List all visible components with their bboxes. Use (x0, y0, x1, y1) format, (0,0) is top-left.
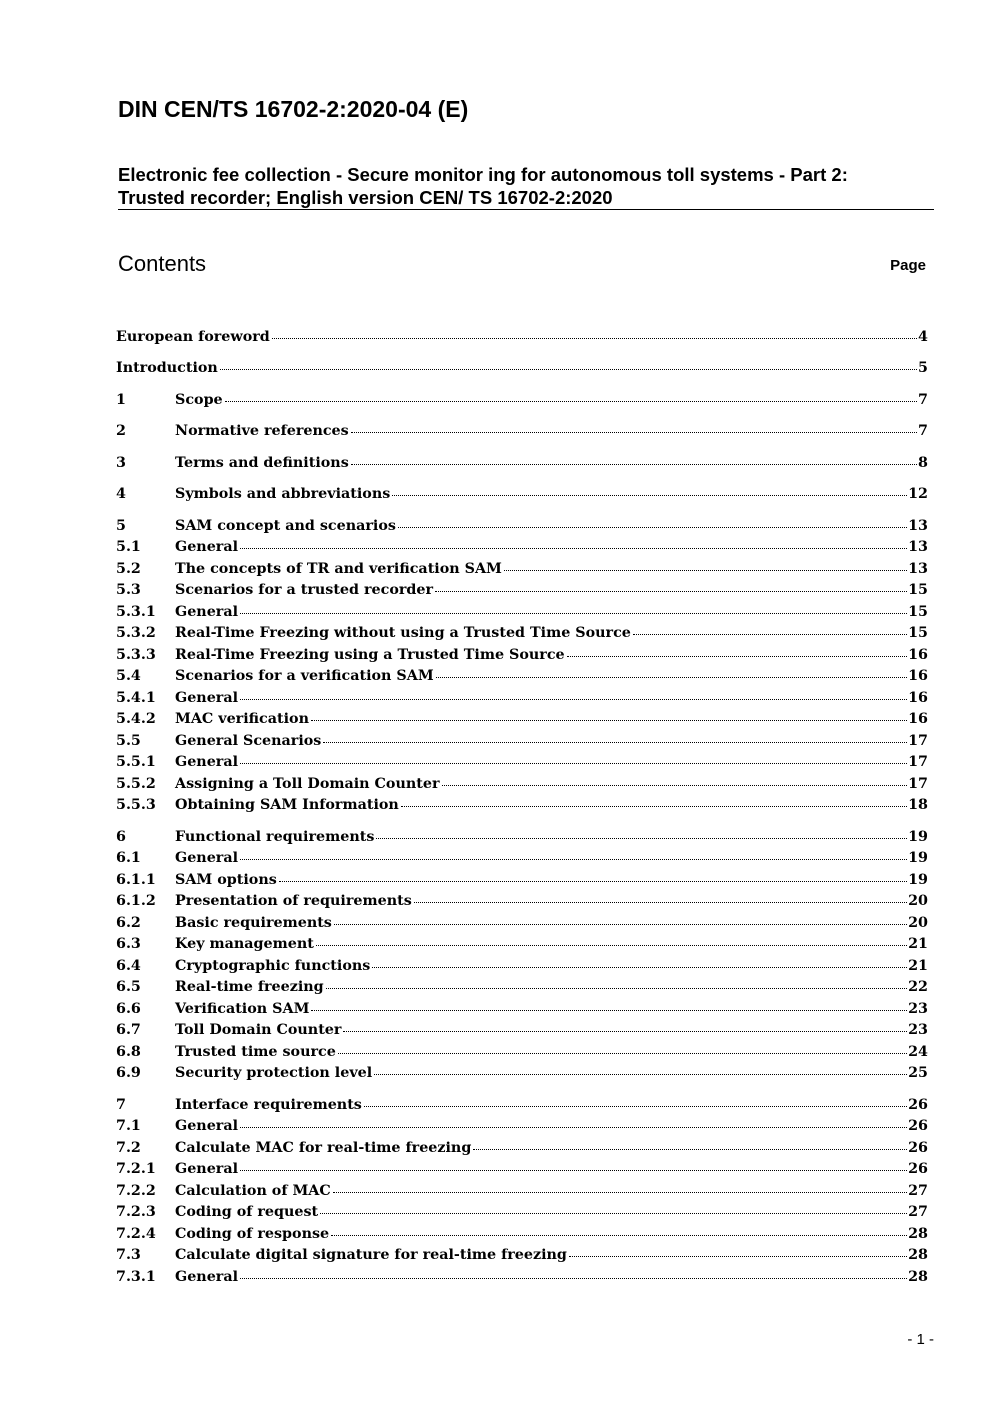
toc-entry-title: Key management (175, 936, 314, 952)
toc-dot-leader (442, 781, 908, 786)
toc-entry-page: 7 (918, 423, 928, 439)
page-column-heading: Page (890, 257, 926, 274)
toc-entry-title: Cryptographic functions (175, 958, 371, 974)
toc-entry-page: 16 (908, 668, 928, 684)
toc-entry-title: The concepts of TR and verification SAM (175, 561, 502, 577)
toc-entry-title: Interface requirements (175, 1097, 362, 1113)
toc-dot-leader (334, 920, 907, 925)
toc-dot-leader (504, 566, 907, 571)
toc-entry-title: Verification SAM (175, 1001, 310, 1017)
toc-entry[interactable] (116, 1116, 928, 1137)
toc-entry-title: Introduction (116, 360, 218, 376)
toc-dot-leader (220, 365, 917, 370)
toc-entry[interactable] (116, 999, 928, 1020)
toc-dot-leader (240, 759, 907, 764)
toc-entry-number: 7 (116, 1097, 126, 1113)
toc-entry-number: 6.2 (116, 915, 141, 931)
toc-entry-number: 5.3 (116, 582, 141, 598)
toc-dot-leader (320, 1209, 907, 1214)
toc-entry-title: Scenarios for a verification SAM (175, 668, 434, 684)
toc-entry-page: 26 (908, 1161, 928, 1177)
toc-entry-title: Trusted time source (175, 1044, 336, 1060)
toc-entry-title: Coding of response (175, 1226, 330, 1242)
toc-dot-leader (435, 587, 907, 592)
subtitle-line-2: Trusted recorder; English version CEN/ TS 16702-2:2020 (118, 187, 613, 208)
toc-entry-title: Scenarios for a trusted recorder (175, 582, 434, 598)
toc-entry-page: 15 (908, 625, 928, 641)
toc-entry-number: 7.2.1 (116, 1161, 156, 1177)
toc-dot-leader (326, 984, 907, 989)
toc-entry-page: 19 (908, 829, 928, 845)
toc-dot-leader (240, 1166, 907, 1171)
toc-dot-leader (333, 1188, 907, 1193)
toc-dot-leader (316, 941, 907, 946)
toc-entry-title: General (175, 690, 239, 706)
toc-dot-leader (372, 963, 907, 968)
toc-entry[interactable] (116, 559, 928, 580)
toc-entry[interactable] (116, 913, 928, 934)
toc-entry[interactable] (116, 623, 928, 644)
toc-entry[interactable] (116, 602, 928, 623)
toc-dot-leader (331, 1231, 907, 1236)
toc-entry[interactable] (116, 870, 928, 891)
toc-entry-number: 3 (116, 455, 126, 471)
toc-entry[interactable] (116, 752, 928, 773)
toc-entry[interactable] (116, 1020, 928, 1041)
toc-entry-title: Calculation of MAC (175, 1183, 331, 1199)
toc-entry-title: Obtaining SAM Information (175, 797, 399, 813)
toc-entry[interactable] (116, 848, 928, 869)
toc-dot-leader (240, 544, 907, 549)
contents-heading: Contents (118, 251, 207, 276)
toc-entry[interactable] (116, 1202, 928, 1223)
toc-entry-page: 23 (908, 1001, 928, 1017)
toc-entry-page: 28 (908, 1269, 928, 1285)
toc-entry-number: 4 (116, 486, 126, 502)
toc-entry[interactable] (116, 1267, 928, 1288)
toc-dot-leader (240, 609, 907, 614)
toc-entry[interactable] (116, 1181, 928, 1202)
toc-dot-leader (401, 802, 907, 807)
toc-entry[interactable] (116, 956, 928, 977)
toc-dot-leader (279, 877, 907, 882)
toc-entry-number: 7.2.2 (116, 1183, 156, 1199)
toc-entry-page: 16 (908, 690, 928, 706)
toc-entry-page: 27 (908, 1183, 928, 1199)
toc-entry[interactable] (116, 421, 928, 442)
toc-entry-number: 5.3.2 (116, 625, 156, 641)
toc-entry[interactable] (116, 453, 928, 474)
toc-entry-number: 5.3.1 (116, 604, 156, 620)
toc-entry-page: 28 (908, 1247, 928, 1263)
toc-entry-number: 5.5.2 (116, 776, 156, 792)
toc-entry-number: 6.3 (116, 936, 141, 952)
toc-entry[interactable] (116, 827, 928, 848)
toc-entry-page: 23 (908, 1022, 928, 1038)
toc-entry-title: European foreword (116, 329, 270, 345)
toc-entry-title: General Scenarios (175, 733, 322, 749)
toc-entry[interactable] (116, 795, 928, 816)
toc-entry-number: 6.9 (116, 1065, 141, 1081)
toc-entry-page: 24 (908, 1044, 928, 1060)
toc-entry[interactable] (116, 709, 928, 730)
toc-entry-number: 6 (116, 829, 126, 845)
toc-dot-leader (364, 1102, 907, 1107)
toc-entry[interactable] (116, 731, 928, 752)
toc-entry-title: Real-Time Freezing without using a Trusted Time Source (175, 625, 631, 641)
toc-entry-title: Calculate MAC for real-time freezing (175, 1140, 472, 1156)
toc-entry-page: 5 (918, 360, 928, 376)
toc-entry-number: 6.1.1 (116, 872, 156, 888)
toc-entry[interactable] (116, 358, 928, 379)
toc-entry-page: 26 (908, 1097, 928, 1113)
toc-dot-leader (311, 1006, 907, 1011)
toc-entry-number: 1 (116, 392, 126, 408)
toc-entry-title: General (175, 1118, 239, 1134)
toc-entry-page: 28 (908, 1226, 928, 1242)
toc-entry-title: General (175, 850, 239, 866)
toc-entry-number: 5.4 (116, 668, 141, 684)
toc-entry-title: General (175, 1161, 239, 1177)
toc-entry-page: 8 (918, 455, 928, 471)
toc-dot-leader (567, 652, 907, 657)
toc-entry-page: 13 (908, 518, 928, 534)
toc-dot-leader (323, 738, 907, 743)
toc-entry-title: Security protection level (175, 1065, 373, 1081)
toc-entry-title: Real-Time Freezing using a Trusted Time Source (175, 647, 565, 663)
toc-entry-page: 13 (908, 539, 928, 555)
toc-entry-title: Basic requirements (175, 915, 332, 931)
toc-dot-leader (311, 716, 907, 721)
toc-entry-page: 25 (908, 1065, 928, 1081)
toc-entry-title: SAM concept and scenarios (175, 518, 396, 534)
toc-dot-leader (343, 1027, 907, 1032)
toc-dot-leader (351, 428, 917, 433)
toc-entry-title: Real-time freezing (175, 979, 324, 995)
toc-entry-title: General (175, 1269, 239, 1285)
toc-entry-number: 5 (116, 518, 126, 534)
toc-entry[interactable] (116, 580, 928, 601)
toc-entry-number: 6.4 (116, 958, 141, 974)
toc-dot-leader (240, 855, 907, 860)
toc-dot-leader (374, 1070, 907, 1075)
toc-entry[interactable] (116, 1063, 928, 1084)
subtitle-line-1: Electronic fee collection - Secure monitor ing for autonomous toll systems - Part 2: (118, 164, 848, 185)
toc-entry-number: 6.7 (116, 1022, 141, 1038)
footer-page-number: - 1 - (907, 1331, 934, 1348)
toc-entry-title: Calculate digital signature for real-time freezing (175, 1247, 567, 1263)
toc-entry[interactable] (116, 645, 928, 666)
toc-entry[interactable] (116, 688, 928, 709)
toc-entry-number: 5.1 (116, 539, 141, 555)
toc-entry-title: SAM options (175, 872, 277, 888)
toc-entry-number: 7.3 (116, 1247, 141, 1263)
toc-dot-leader (392, 491, 907, 496)
toc-entry-number: 5.4.2 (116, 711, 156, 727)
toc-entry-number: 5.4.1 (116, 690, 156, 706)
toc-dot-leader (398, 523, 907, 528)
toc-entry[interactable] (116, 327, 928, 348)
toc-entry-page: 22 (908, 979, 928, 995)
toc-entry-title: Toll Domain Counter (175, 1022, 342, 1038)
toc-entry[interactable] (116, 1245, 928, 1266)
toc-entry[interactable] (116, 537, 928, 558)
toc-dot-leader (414, 898, 907, 903)
toc-entry-number: 6.8 (116, 1044, 141, 1060)
toc-entry-page: 4 (918, 329, 928, 345)
toc-entry-number: 7.2.4 (116, 1226, 156, 1242)
toc-entry-number: 5.2 (116, 561, 141, 577)
toc-entry-title: Assigning a Toll Domain Counter (175, 776, 440, 792)
toc-entry-page: 26 (908, 1140, 928, 1156)
toc-dot-leader (225, 397, 917, 402)
toc-entry-number: 7.2 (116, 1140, 141, 1156)
toc-entry-page: 27 (908, 1204, 928, 1220)
toc-entry[interactable] (116, 1159, 928, 1180)
toc-entry-title: Symbols and abbreviations (175, 486, 391, 502)
toc-entry[interactable] (116, 891, 928, 912)
toc-entry-page: 15 (908, 604, 928, 620)
toc-entry-number: 7.2.3 (116, 1204, 156, 1220)
toc-dot-leader (240, 695, 907, 700)
toc-entry[interactable] (116, 390, 928, 411)
toc-entry-number: 5.5 (116, 733, 141, 749)
toc-entry-number: 5.5.1 (116, 754, 156, 770)
toc-entry[interactable] (116, 934, 928, 955)
toc-dot-leader (240, 1274, 907, 1279)
toc-entry-title: General (175, 754, 239, 770)
toc-entry[interactable] (116, 977, 928, 998)
toc-entry-title: Normative references (175, 423, 349, 439)
toc-entry-page: 12 (908, 486, 928, 502)
toc-entry-page: 17 (908, 776, 928, 792)
toc-entry[interactable] (116, 516, 928, 537)
toc-entry-title: MAC verification (175, 711, 309, 727)
toc-dot-leader (351, 460, 917, 465)
toc-entry-page: 18 (908, 797, 928, 813)
toc-entry-number: 6.5 (116, 979, 141, 995)
toc-entry-page: 17 (908, 754, 928, 770)
document-title: DIN CEN/TS 16702-2:2020-04 (E) (118, 96, 469, 122)
toc-entry-title: Coding of request (175, 1204, 319, 1220)
toc-entry-page: 20 (908, 915, 928, 931)
toc-entry-page: 13 (908, 561, 928, 577)
toc-entry-page: 16 (908, 647, 928, 663)
toc-entry-page: 26 (908, 1118, 928, 1134)
toc-dot-leader (338, 1049, 907, 1054)
toc-entry-page: 17 (908, 733, 928, 749)
toc-dot-leader (473, 1145, 907, 1150)
toc-entry-title: Presentation of requirements (175, 893, 412, 909)
toc-entry-title: General (175, 539, 239, 555)
toc-entry-page: 19 (908, 850, 928, 866)
toc-entry-page: 21 (908, 936, 928, 952)
toc-entry-number: 5.3.3 (116, 647, 156, 663)
toc-entry-number: 5.5.3 (116, 797, 156, 813)
toc-dot-leader (633, 630, 907, 635)
toc-entry-page: 19 (908, 872, 928, 888)
toc-entry-number: 7.3.1 (116, 1269, 156, 1285)
toc-entry[interactable] (116, 1042, 928, 1063)
toc-entry[interactable] (116, 666, 928, 687)
toc-dot-leader (436, 673, 907, 678)
toc-entry[interactable] (116, 484, 928, 505)
toc-entry[interactable] (116, 1095, 928, 1116)
toc-entry-page: 21 (908, 958, 928, 974)
toc-entry-number: 7.1 (116, 1118, 141, 1134)
toc-entry-page: 15 (908, 582, 928, 598)
toc-dot-leader (376, 834, 907, 839)
toc-entry[interactable] (116, 774, 928, 795)
toc-entry-title: Scope (175, 392, 223, 408)
toc-entry[interactable] (116, 1138, 928, 1159)
toc-entry-title: Terms and definitions (175, 455, 349, 471)
toc-entry-number: 6.1 (116, 850, 141, 866)
toc-entry-title: General (175, 604, 239, 620)
toc-entry-page: 16 (908, 711, 928, 727)
toc-entry-number: 6.1.2 (116, 893, 156, 909)
toc-entry[interactable] (116, 1224, 928, 1245)
toc-entry-number: 6.6 (116, 1001, 141, 1017)
toc-entry-title: Functional requirements (175, 829, 375, 845)
toc-dot-leader (272, 334, 917, 339)
toc-entry-page: 20 (908, 893, 928, 909)
toc-dot-leader (569, 1252, 907, 1257)
toc-entry-page: 7 (918, 392, 928, 408)
toc-dot-leader (240, 1123, 907, 1128)
toc-entry-number: 2 (116, 423, 126, 439)
